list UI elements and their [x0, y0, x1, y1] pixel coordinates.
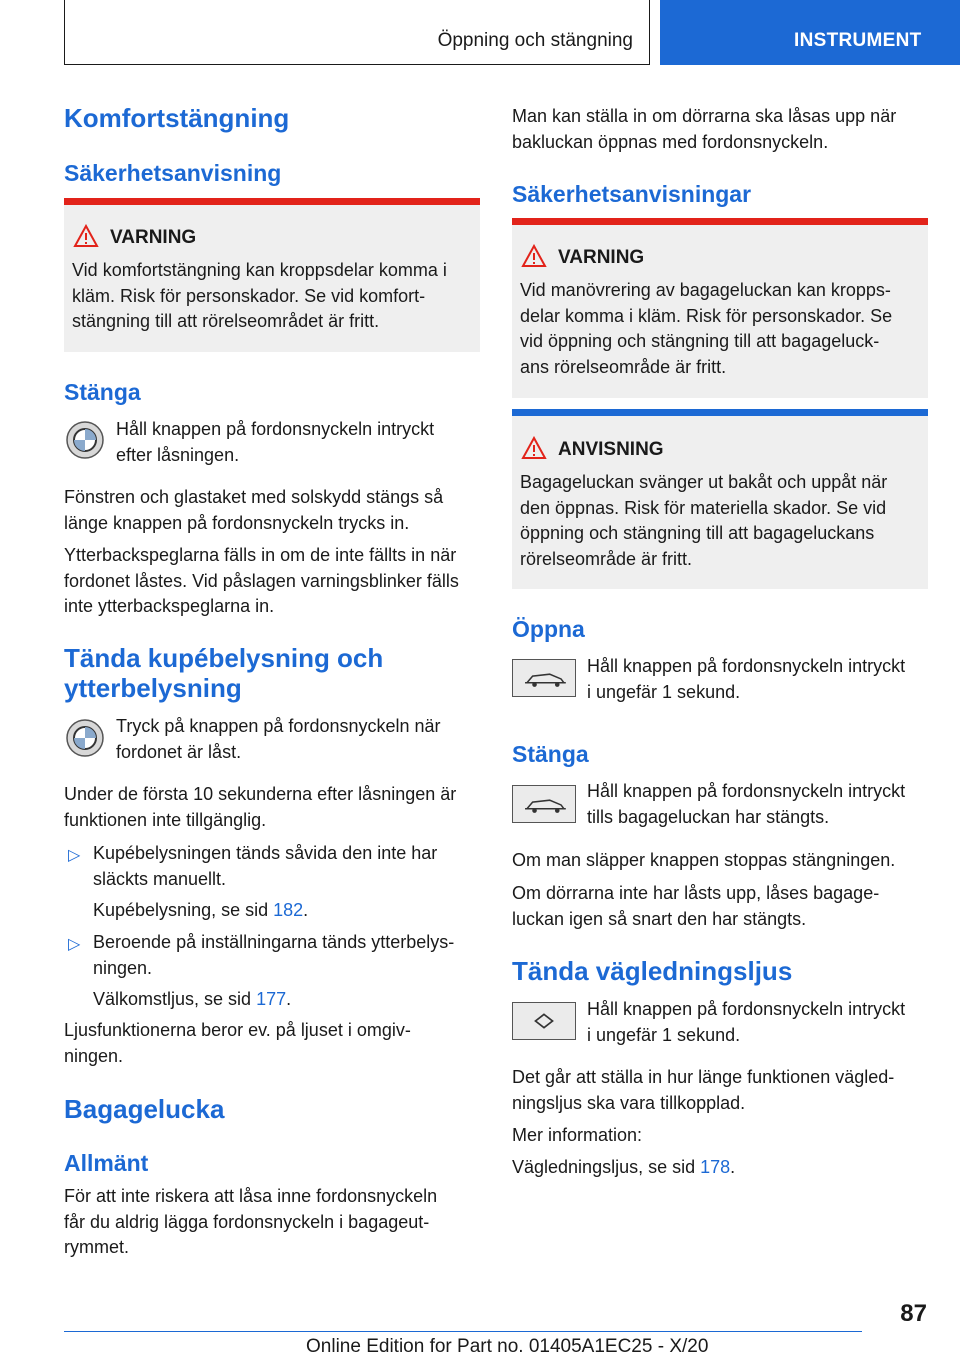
trunk-open-icon	[512, 659, 576, 697]
text-line: ningen.	[93, 957, 153, 978]
heading-line: ytterbelysning	[64, 673, 242, 703]
heading-stanga-trunk: Stänga	[512, 741, 589, 767]
warning-box	[512, 218, 928, 398]
paragraph-general	[64, 1184, 437, 1261]
bullet-item-exterior	[93, 930, 454, 1013]
text-line: Om dörrarna inte har låsts upp, låses bagage‐	[512, 883, 880, 903]
notice-text	[520, 470, 920, 572]
stanga-trunk-instruction	[587, 779, 905, 830]
warning-text	[72, 258, 472, 335]
text-line: bakluckan öppnas med fordonsnyckeln.	[512, 131, 829, 152]
page-number: 87	[900, 1300, 927, 1327]
warning-box	[64, 198, 480, 352]
text-line: Man kan ställa in om dörrarna ska låsas upp när	[512, 106, 897, 126]
header-chapter-tab[interactable]	[660, 0, 960, 65]
warning-triangle-icon	[73, 224, 99, 248]
footer-rule	[64, 1331, 862, 1332]
vagled-instruction	[587, 997, 905, 1048]
warning-text	[520, 278, 920, 380]
text-line: länge knappen på fordonsnyckeln trycks in.	[64, 512, 410, 533]
notice-bar	[512, 409, 928, 416]
warning-line: vid öppning och stängning till att bagageluck‐	[520, 331, 880, 351]
warning-label: VARNING	[558, 247, 645, 268]
notice-line: rörelseområde är fritt.	[520, 548, 693, 569]
paragraph-release-button: Om man släpper knappen stoppas stängningen.	[512, 850, 896, 870]
bullet-marker: ▷	[68, 847, 81, 864]
notice-line: öppning och stängning till att bagageluckans	[520, 523, 875, 543]
text-line: efter låsningen.	[116, 444, 240, 465]
warning-line: Vid manövrering av bagageluckan kan kropps‐	[520, 280, 891, 300]
paragraph-mirrors	[64, 543, 459, 620]
heading-allmant: Allmänt	[64, 1150, 149, 1176]
paragraph-light-functions	[64, 1018, 411, 1069]
notice-box	[512, 409, 928, 589]
heading-stanga: Stänga	[64, 379, 141, 405]
guide-light-icon	[512, 1002, 576, 1040]
notice-triangle-icon	[521, 436, 547, 460]
warning-triangle-icon	[521, 244, 547, 268]
oppna-instruction	[587, 654, 905, 705]
text-line: Håll knappen på fordonsnyckeln intryckt	[587, 781, 906, 801]
bullet-item-interior	[93, 841, 437, 924]
text-line: Under de första 10 sekunderna efter låsningen är	[64, 784, 457, 804]
notice-line: den öppnas. Risk för materiella skador. Se vid	[520, 497, 887, 518]
text-line: För att inte riskera att låsa inne fordonsnyckeln	[64, 1186, 438, 1206]
bmw-key-lock-icon	[65, 420, 105, 460]
text-line: Det går att ställa in hur länge funktionen vägled‐	[512, 1067, 895, 1087]
paragraph-unlock-doors	[512, 104, 896, 155]
text-line: Ytterbackspeglarna fälls in om de inte fällts in när	[64, 545, 457, 565]
text-line: Kupébelysningen tänds såvida den inte har	[93, 843, 438, 863]
header-chapter-title: INSTRUMENT	[794, 30, 922, 51]
page-link-182[interactable]: 182	[273, 900, 304, 920]
text-line: rymmet.	[64, 1237, 129, 1257]
paragraph-duration	[512, 1065, 894, 1116]
page-link-177[interactable]: 177	[256, 989, 287, 1009]
heading-tanda-vagledningsljus: Tända vägledningsljus	[512, 956, 793, 986]
text-line: inte ytterbackspeglarna in.	[64, 596, 275, 616]
text-line: luckan igen så snart den har stängts.	[512, 908, 807, 929]
text-line: Tryck på knappen på fordonsnyckeln när	[116, 716, 441, 736]
cross-reference: Kupébelysning, se sid 182.	[93, 900, 309, 920]
bmw-key-lock-icon	[65, 718, 105, 758]
text-line: får du aldrig lägga fordonsnyckeln i bagageut‐	[64, 1211, 430, 1232]
text-line: Håll knappen på fordonsnyckeln intryckt	[587, 999, 906, 1019]
heading-sakerhetsanvisning: Säkerhetsanvisning	[64, 160, 282, 186]
paragraph-more-info: Mer information:	[512, 1125, 643, 1145]
trunk-close-icon	[512, 785, 576, 823]
text-line: ningsljus ska vara tillkopplad.	[512, 1092, 746, 1113]
text-line: fordonet är låst.	[116, 741, 242, 762]
text-line: ningen.	[64, 1045, 124, 1066]
text-line: Ljusfunktionerna beror ev. på ljuset i omgiv‐	[64, 1020, 411, 1040]
warning-line: delar komma i kläm. Risk för personskador. Se	[520, 305, 893, 326]
notice-line: Bagageluckan svänger ut bakåt och uppåt när	[520, 472, 888, 492]
footer-edition: Online Edition for Part no. 01405A1EC25 - X/20	[306, 1336, 709, 1357]
warning-bar	[512, 218, 928, 225]
paragraph-windows	[64, 485, 443, 536]
text-line: tills bagageluckan har stängts.	[587, 806, 830, 827]
heading-bagagelucka: Bagagelucka	[64, 1094, 225, 1124]
tanda-instruction	[116, 714, 441, 765]
heading-oppna: Öppna	[512, 616, 585, 642]
text-line: Fönstren och glastaket med solskydd stängs så	[64, 487, 444, 507]
warning-line: ans rörelseområde är fritt.	[520, 356, 727, 377]
warning-line: Vid komfortstängning kan kroppsdelar komma i	[72, 260, 447, 280]
warning-label: VARNING	[110, 227, 197, 248]
text-line: i ungefär 1 sekund.	[587, 1024, 741, 1045]
text-line: fordonet låstes. Vid påslagen varningsblinker fälls	[64, 570, 459, 591]
cross-reference: Vägledningsljus, se sid 178.	[512, 1157, 736, 1177]
header-section-box	[64, 0, 650, 65]
warning-line: kläm. Risk för personskador. Se vid komfort‐	[72, 285, 426, 306]
paragraph-first-seconds	[64, 782, 456, 833]
text-line: Beroende på inställningarna tänds ytterbelys‐	[93, 932, 455, 952]
cross-reference: Välkomstljus, se sid 177.	[93, 989, 292, 1009]
text-line: Håll knappen på fordonsnyckeln intryckt	[587, 656, 906, 676]
text-line: funktionen inte tillgänglig.	[64, 809, 267, 830]
heading-tanda-kupebelysning	[64, 643, 383, 703]
warning-bar	[64, 198, 480, 205]
header-section-title: Öppning och stängning	[437, 30, 633, 51]
page-link-178[interactable]: 178	[700, 1157, 731, 1177]
text-line: Håll knappen på fordonsnyckeln intryckt	[116, 419, 435, 439]
warning-line: stängning till att rörelseområdet är fritt.	[72, 311, 380, 331]
bullet-marker: ▷	[68, 936, 81, 953]
text-line: släckts manuellt.	[93, 868, 227, 889]
heading-komfortstangning: Komfortstängning	[64, 103, 290, 133]
stanga-instruction	[116, 417, 434, 468]
notice-label: ANVISNING	[558, 439, 664, 460]
text-line: i ungefär 1 sekund.	[587, 681, 741, 702]
heading-sakerhetsanvisningar: Säkerhetsanvisningar	[512, 181, 752, 207]
paragraph-relock	[512, 881, 879, 932]
heading-line: Tända kupébelysning och	[64, 643, 384, 673]
